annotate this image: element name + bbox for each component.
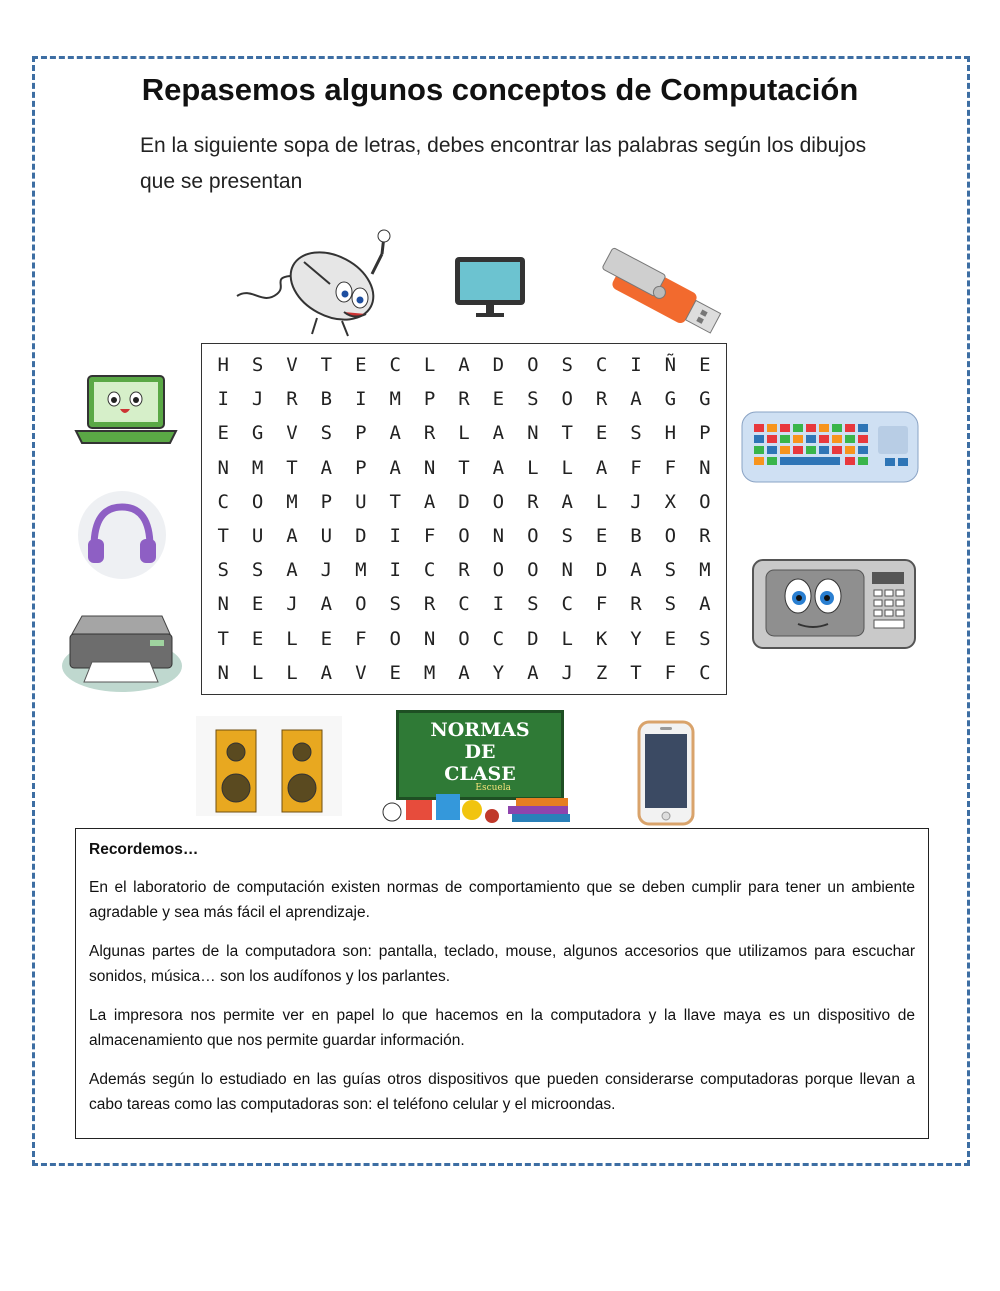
grid-cell[interactable]: M bbox=[286, 490, 298, 513]
recordemos-heading: Recordemos… bbox=[89, 841, 199, 858]
grid-cell[interactable]: U bbox=[320, 525, 333, 548]
grid-cell[interactable]: I bbox=[355, 388, 367, 411]
grid-cell[interactable]: C bbox=[492, 627, 505, 650]
grid-cell[interactable]: L bbox=[286, 661, 298, 684]
grid-cell[interactable]: V bbox=[286, 422, 298, 445]
normas-line1: NORMAS bbox=[430, 719, 530, 741]
grid-cell[interactable]: L bbox=[251, 661, 264, 684]
grid-cell[interactable]: Ñ bbox=[664, 354, 677, 377]
recordemos-paragraph-2: Algunas partes de la computadora son: pantalla, teclado, mouse, algunos accesorios que utilizamos para escuchar sonidos, música… son los audífonos y los parlantes. bbox=[89, 943, 915, 985]
grid-cell[interactable]: C bbox=[699, 661, 711, 684]
grid-cell[interactable]: T bbox=[389, 490, 401, 513]
grid-cell[interactable]: M bbox=[355, 559, 367, 582]
grid-cell[interactable]: T bbox=[286, 456, 298, 479]
recordemos-paragraph-1: En el laboratorio de computación existen normas de comportamiento que se deben cumplir para tener un ambiente agradable y sea más fácil el aprendizaje. bbox=[89, 879, 915, 921]
grid-cell[interactable]: L bbox=[458, 422, 470, 445]
grid-cell[interactable]: N bbox=[527, 422, 539, 445]
school-supplies-icon bbox=[380, 776, 582, 826]
grid-cell[interactable]: A bbox=[492, 456, 505, 479]
grid-cell[interactable]: T bbox=[217, 525, 229, 548]
grid-cell[interactable]: G bbox=[251, 422, 264, 445]
grid-cell[interactable]: O bbox=[355, 593, 367, 616]
grid-cell[interactable]: P bbox=[320, 490, 333, 513]
grid-cell[interactable]: F bbox=[664, 661, 677, 684]
normas-de-clase-image bbox=[380, 710, 582, 826]
grid-cell[interactable]: C bbox=[389, 354, 401, 377]
grid-cell[interactable]: A bbox=[630, 559, 642, 582]
grid-cell[interactable]: N bbox=[423, 627, 436, 650]
recordemos-paragraph-3: La impresora nos permite ver en papel lo que hacemos en la computadora y la llave maya es un dispositivo de almacenamiento que nos permite guardar información. bbox=[89, 1007, 915, 1049]
laptop-icon bbox=[72, 373, 182, 449]
grid-cell[interactable]: L bbox=[595, 490, 608, 513]
grid-cell[interactable]: R bbox=[699, 525, 711, 548]
grid-cell[interactable]: R bbox=[458, 388, 470, 411]
grid-cell[interactable]: A bbox=[286, 559, 298, 582]
grid-cell[interactable]: A bbox=[527, 661, 539, 684]
grid-cell[interactable]: F bbox=[664, 456, 677, 479]
grid-cell[interactable]: U bbox=[251, 525, 264, 548]
grid-cell[interactable]: C bbox=[561, 593, 573, 616]
grid-cell[interactable]: S bbox=[664, 593, 677, 616]
grid-cell[interactable]: Y bbox=[492, 661, 505, 684]
grid-cell[interactable]: U bbox=[355, 490, 367, 513]
grid-cell[interactable]: E bbox=[251, 593, 264, 616]
grid-cell[interactable]: O bbox=[561, 388, 573, 411]
grid-cell[interactable]: F bbox=[423, 525, 436, 548]
grid-cell[interactable]: C bbox=[217, 490, 229, 513]
grid-cell[interactable]: S bbox=[527, 593, 539, 616]
grid-cell[interactable]: E bbox=[389, 661, 401, 684]
grid-cell[interactable]: R bbox=[423, 422, 436, 445]
normas-line3: CLASE bbox=[444, 763, 516, 785]
grid-cell[interactable]: J bbox=[251, 388, 264, 411]
grid-cell[interactable]: E bbox=[699, 354, 711, 377]
grid-cell[interactable]: E bbox=[320, 627, 333, 650]
grid-cell[interactable]: H bbox=[664, 422, 677, 445]
grid-cell[interactable]: P bbox=[423, 388, 436, 411]
grid-cell[interactable]: I bbox=[389, 525, 401, 548]
grid-cell[interactable]: V bbox=[286, 354, 298, 377]
grid-cell[interactable]: R bbox=[286, 388, 298, 411]
grid-cell[interactable]: A bbox=[458, 354, 470, 377]
microwave-icon bbox=[750, 550, 918, 652]
grid-cell[interactable]: S bbox=[320, 422, 333, 445]
grid-cell[interactable]: R bbox=[458, 559, 470, 582]
grid-cell[interactable]: N bbox=[561, 559, 573, 582]
recordemos-box bbox=[75, 828, 929, 1139]
grid-cell[interactable]: V bbox=[355, 661, 367, 684]
mouse-icon bbox=[232, 226, 402, 338]
grid-cell[interactable]: N bbox=[423, 456, 436, 479]
grid-cell[interactable]: O bbox=[492, 559, 505, 582]
normas-line2: DE bbox=[464, 741, 496, 763]
phone-icon bbox=[636, 720, 696, 826]
grid-cell[interactable]: G bbox=[699, 388, 711, 411]
grid-cell[interactable]: H bbox=[217, 354, 229, 377]
grid-cell[interactable]: D bbox=[527, 627, 539, 650]
grid-cell[interactable]: B bbox=[630, 525, 642, 548]
grid-cell[interactable]: O bbox=[699, 490, 711, 513]
grid-cell[interactable]: X bbox=[664, 490, 677, 513]
grid-cell[interactable]: I bbox=[630, 354, 642, 377]
grid-cell[interactable]: I bbox=[492, 593, 505, 616]
speakers-icon bbox=[196, 716, 342, 816]
grid-cell[interactable]: S bbox=[217, 559, 229, 582]
grid-cell[interactable]: Z bbox=[595, 661, 608, 684]
grid-cell[interactable]: E bbox=[355, 354, 367, 377]
grid-cell[interactable]: T bbox=[630, 661, 642, 684]
grid-cell[interactable]: J bbox=[320, 559, 333, 582]
grid-cell[interactable]: E bbox=[492, 388, 505, 411]
grid-cell[interactable]: E bbox=[595, 422, 608, 445]
grid-cell[interactable]: E bbox=[251, 627, 264, 650]
grid-cell[interactable]: M bbox=[251, 456, 264, 479]
grid-cell[interactable]: D bbox=[595, 559, 608, 582]
grid-cell[interactable]: O bbox=[527, 354, 539, 377]
grid-cell[interactable]: C bbox=[458, 593, 470, 616]
grid-cell[interactable]: I bbox=[389, 559, 401, 582]
grid-cell[interactable]: B bbox=[320, 388, 333, 411]
grid-cell[interactable]: J bbox=[561, 661, 573, 684]
grid-cell[interactable]: O bbox=[492, 490, 505, 513]
grid-cell[interactable]: A bbox=[320, 456, 333, 479]
grid-cell[interactable]: P bbox=[355, 456, 367, 479]
grid-cell[interactable]: A bbox=[423, 490, 436, 513]
grid-cell[interactable]: L bbox=[423, 354, 436, 377]
grid-cell[interactable]: N bbox=[492, 525, 505, 548]
usb-drive-icon bbox=[592, 246, 738, 346]
grid-cell[interactable]: D bbox=[355, 525, 367, 548]
grid-cell[interactable]: E bbox=[664, 627, 677, 650]
grid-cell[interactable]: A bbox=[286, 525, 298, 548]
grid-cell[interactable]: A bbox=[561, 490, 573, 513]
grid-cell[interactable]: L bbox=[561, 456, 573, 479]
grid-cell[interactable]: S bbox=[251, 559, 264, 582]
grid-cell[interactable]: A bbox=[699, 593, 711, 616]
grid-cell[interactable]: S bbox=[699, 627, 711, 650]
printer-icon bbox=[58, 604, 184, 694]
grid-cell[interactable]: F bbox=[630, 456, 642, 479]
word-search-grid bbox=[201, 343, 727, 695]
grid-cell[interactable]: S bbox=[389, 593, 401, 616]
grid-cell[interactable]: A bbox=[458, 661, 470, 684]
grid-cell[interactable]: F bbox=[595, 593, 608, 616]
grid-cell[interactable]: M bbox=[389, 388, 401, 411]
grid-cell[interactable]: Y bbox=[630, 627, 642, 650]
grid-cell[interactable]: R bbox=[423, 593, 436, 616]
grid-cell[interactable]: S bbox=[527, 388, 539, 411]
grid-cell[interactable]: E bbox=[595, 525, 608, 548]
grid-cell[interactable]: C bbox=[423, 559, 436, 582]
grid-cell[interactable]: R bbox=[527, 490, 539, 513]
grid-cell[interactable]: L bbox=[527, 456, 539, 479]
grid-cell[interactable]: N bbox=[217, 593, 229, 616]
grid-cell[interactable]: S bbox=[251, 354, 264, 377]
grid-cell[interactable]: A bbox=[492, 422, 505, 445]
grid-cell[interactable]: A bbox=[389, 456, 401, 479]
grid-cell[interactable]: O bbox=[458, 627, 470, 650]
grid-cell[interactable]: A bbox=[630, 388, 642, 411]
grid-cell[interactable]: O bbox=[527, 525, 539, 548]
grid-cell[interactable]: S bbox=[630, 422, 642, 445]
grid-cell[interactable]: A bbox=[320, 593, 333, 616]
instructions: En la siguiente sopa de letras, debes encontrar las palabras según los dibujos que se presentan bbox=[140, 134, 867, 193]
grid-cell[interactable]: M bbox=[699, 559, 711, 582]
grid-cell[interactable]: T bbox=[561, 422, 573, 445]
grid-cell[interactable]: L bbox=[286, 627, 298, 650]
headphones-icon bbox=[74, 489, 170, 581]
grid-cell[interactable]: M bbox=[423, 661, 436, 684]
grid-cell[interactable]: R bbox=[595, 388, 608, 411]
recordemos-paragraph-4: Además según lo estudiado en las guías otros dispositivos que pueden considerarse computadoras porque llevan a cabo tareas como las computadoras son: el teléfono celular y el microondas. bbox=[89, 1071, 915, 1113]
grid-cell[interactable]: O bbox=[664, 525, 677, 548]
grid-cell[interactable]: J bbox=[630, 490, 642, 513]
grid-cell[interactable]: F bbox=[355, 627, 367, 650]
grid-cell[interactable]: L bbox=[561, 627, 573, 650]
grid-cell[interactable]: T bbox=[217, 627, 229, 650]
grid-cell[interactable]: D bbox=[492, 354, 505, 377]
grid-cell[interactable]: P bbox=[355, 422, 367, 445]
grid-cell[interactable]: N bbox=[699, 456, 711, 479]
monitor-icon bbox=[452, 254, 528, 320]
grid-cell[interactable]: T bbox=[320, 354, 333, 377]
keyboard-icon bbox=[740, 406, 922, 488]
normas-subtext: Escuela bbox=[475, 783, 511, 793]
grid-cell[interactable]: A bbox=[389, 422, 401, 445]
grid-cell[interactable]: I bbox=[217, 388, 229, 411]
grid-cell[interactable]: S bbox=[561, 525, 573, 548]
grid-cell[interactable]: O bbox=[527, 559, 539, 582]
grid-cell[interactable]: S bbox=[561, 354, 573, 377]
grid-cell[interactable]: A bbox=[320, 661, 333, 684]
grid-cell[interactable]: N bbox=[217, 661, 229, 684]
grid-cell[interactable]: K bbox=[595, 627, 608, 650]
grid-cell[interactable]: G bbox=[664, 388, 677, 411]
grid-cell[interactable]: O bbox=[458, 525, 470, 548]
grid-cell[interactable]: T bbox=[458, 456, 470, 479]
grid-cell[interactable]: A bbox=[595, 456, 608, 479]
grid-cell[interactable]: P bbox=[699, 422, 711, 445]
grid-cell[interactable]: E bbox=[217, 422, 229, 445]
page-title: Repasemos algunos conceptos de Computación bbox=[141, 72, 859, 107]
grid-cell[interactable]: O bbox=[389, 627, 401, 650]
grid-cell[interactable]: S bbox=[664, 559, 677, 582]
grid-cell[interactable]: C bbox=[595, 354, 608, 377]
grid-cell[interactable]: J bbox=[286, 593, 298, 616]
grid-cell[interactable]: R bbox=[630, 593, 642, 616]
grid-cell[interactable]: D bbox=[458, 490, 470, 513]
grid-cell[interactable]: N bbox=[217, 456, 229, 479]
grid-cell[interactable]: O bbox=[251, 490, 264, 513]
